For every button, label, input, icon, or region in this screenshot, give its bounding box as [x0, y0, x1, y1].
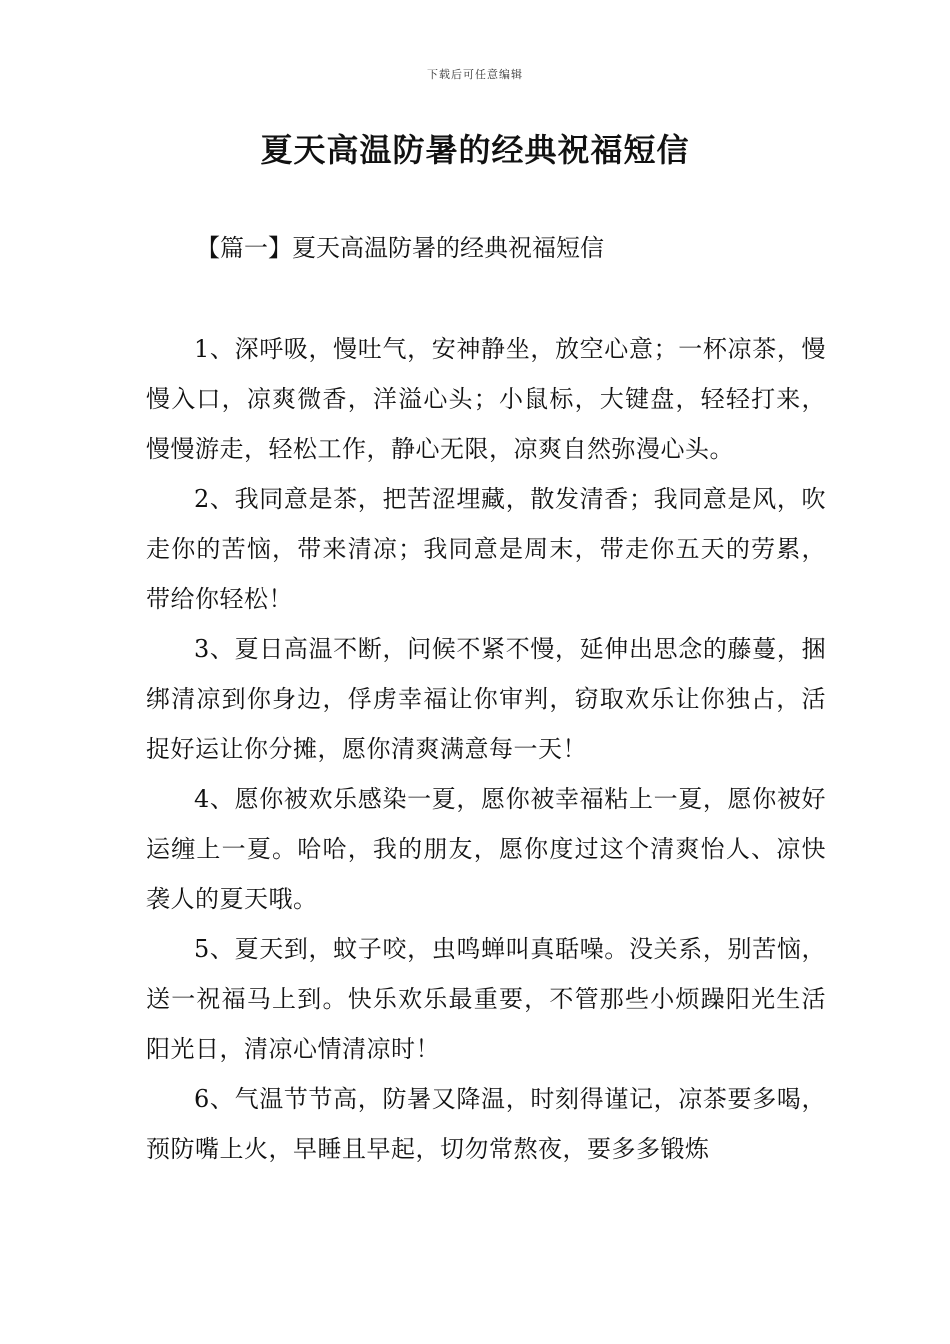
paragraph-4: 4、愿你被欢乐感染一夏，愿你被幸福粘上一夏，愿你被好运缠上一夏。哈哈，我的朋友，愿你度过这个清爽怡人、凉快袭人的夏天哦。	[146, 785, 826, 913]
paragraph-3: 3、夏日高温不断，问候不紧不慢，延伸出思念的藤蔓，捆绑清凉到你身边，俘虏幸福让你审判，窃取欢乐让你独占，活捉好运让你分摊，愿你清爽满意每一天！	[146, 635, 826, 763]
paragraph-6: 6、气温节节高，防暑又降温，时刻得谨记，凉茶要多喝，预防嘴上火，早睡且早起，切勿常熬夜，要多多锻炼	[146, 1085, 826, 1163]
paragraph-1: 1、深呼吸，慢吐气，安神静坐，放空心意；一杯凉茶，慢慢入口，凉爽微香，洋溢心头；小鼠标，大键盘，轻轻打来，慢慢游走，轻松工作，静心无限，凉爽自然弥漫心头。	[146, 335, 826, 463]
paragraph-2: 2、我同意是茶，把苦涩埋藏，散发清香；我同意是风，吹走你的苦恼，带来清凉；我同意是周末，带走你五天的劳累，带给你轻松！	[146, 485, 826, 613]
section-heading: 【篇一】夏天高温防暑的经典祝福短信	[196, 234, 604, 262]
paragraph-5: 5、夏天到，蚊子咬，虫鸣蝉叫真聒噪。没关系，别苦恼，送一祝福马上到。快乐欢乐最重要，不管那些小烦躁阳光生活阳光日，清凉心情清凉时！	[146, 935, 826, 1063]
document-body	[146, 324, 826, 1174]
header-note: 下载后可任意编辑	[427, 68, 523, 81]
document-title: 夏天高温防暑的经典祝福短信	[260, 131, 690, 169]
